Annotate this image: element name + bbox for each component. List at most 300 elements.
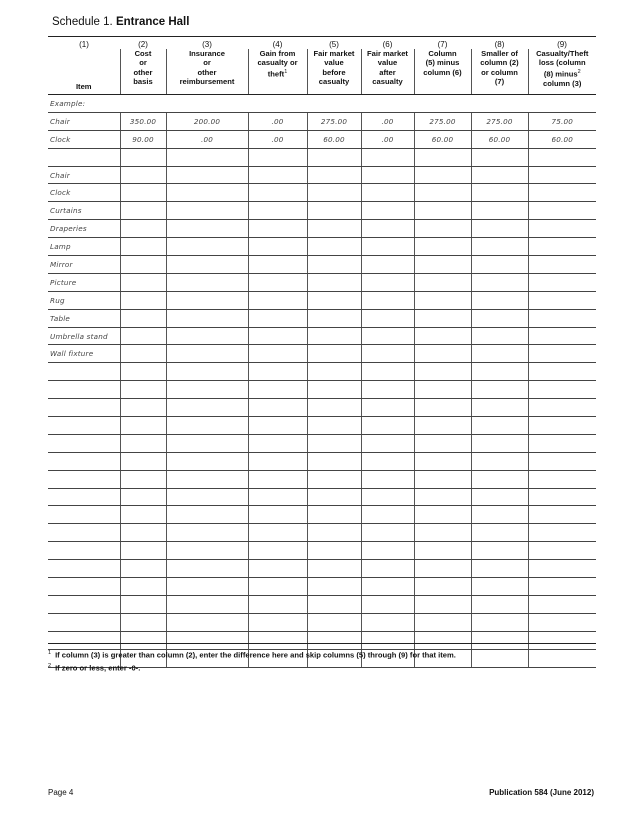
- entry-cell[interactable]: [414, 345, 471, 363]
- entry-cell[interactable]: [361, 524, 414, 542]
- column-header-7: Column (5) minus column (6): [414, 49, 471, 95]
- entry-cell[interactable]: [120, 542, 166, 560]
- example-row: [48, 130, 596, 148]
- entry-cell[interactable]: [48, 613, 120, 631]
- entry-cell[interactable]: [361, 560, 414, 578]
- entry-cell[interactable]: [528, 524, 596, 542]
- entry-cell[interactable]: [307, 327, 361, 345]
- entry-cell[interactable]: [528, 578, 596, 596]
- entry-cell[interactable]: [361, 381, 414, 399]
- entry-cell[interactable]: [248, 184, 307, 202]
- entry-cell[interactable]: [48, 452, 120, 470]
- entry-cell[interactable]: [307, 291, 361, 309]
- entry-cell[interactable]: [248, 345, 307, 363]
- column-number-9: (9): [528, 37, 596, 50]
- entry-cell[interactable]: [528, 309, 596, 327]
- entry-cell[interactable]: [361, 506, 414, 524]
- entry-cell[interactable]: [166, 560, 248, 578]
- entry-cell[interactable]: [120, 399, 166, 417]
- item-label: Rug: [48, 291, 120, 309]
- entry-cell[interactable]: [307, 506, 361, 524]
- entry-cell[interactable]: [248, 613, 307, 631]
- entry-cell[interactable]: [248, 417, 307, 435]
- example-value-col-9: 60.00: [528, 130, 596, 148]
- column-header-6: Fair market value after casualty: [361, 49, 414, 95]
- entry-cell[interactable]: [166, 542, 248, 560]
- item-label: Mirror: [48, 256, 120, 274]
- spacer-row: [48, 148, 596, 166]
- entry-cell[interactable]: [471, 470, 528, 488]
- entry-cell[interactable]: [248, 470, 307, 488]
- entry-cell[interactable]: [528, 613, 596, 631]
- entry-cell[interactable]: [248, 506, 307, 524]
- entry-cell[interactable]: [528, 560, 596, 578]
- entry-cell[interactable]: [471, 309, 528, 327]
- entry-cell[interactable]: [361, 309, 414, 327]
- entry-cell[interactable]: [361, 488, 414, 506]
- blank-row: [48, 488, 596, 506]
- item-row: [48, 256, 596, 274]
- entry-cell[interactable]: [528, 452, 596, 470]
- entry-cell[interactable]: [414, 291, 471, 309]
- entry-cell[interactable]: [120, 273, 166, 291]
- entry-cell[interactable]: [414, 273, 471, 291]
- entry-cell[interactable]: [471, 524, 528, 542]
- blank-row: [48, 452, 596, 470]
- entry-cell[interactable]: [166, 613, 248, 631]
- entry-cell[interactable]: [166, 470, 248, 488]
- entry-cell[interactable]: [248, 578, 307, 596]
- entry-cell[interactable]: [307, 417, 361, 435]
- entry-cell[interactable]: [414, 166, 471, 184]
- entry-cell[interactable]: [48, 542, 120, 560]
- entry-cell[interactable]: [120, 256, 166, 274]
- entry-cell[interactable]: [120, 291, 166, 309]
- entry-cell[interactable]: [120, 345, 166, 363]
- entry-cell[interactable]: [361, 417, 414, 435]
- entry-cell[interactable]: [248, 488, 307, 506]
- entry-cell[interactable]: [307, 184, 361, 202]
- entry-cell[interactable]: [48, 506, 120, 524]
- item-label: Chair: [48, 166, 120, 184]
- blank-row: [48, 470, 596, 488]
- example-value-col-3: .00: [166, 130, 248, 148]
- blank-row: [48, 363, 596, 381]
- column-number-5: (5): [307, 37, 361, 50]
- entry-cell[interactable]: [248, 220, 307, 238]
- entry-cell[interactable]: [361, 202, 414, 220]
- entry-cell[interactable]: [414, 417, 471, 435]
- entry-cell[interactable]: [307, 542, 361, 560]
- entry-cell[interactable]: [166, 363, 248, 381]
- entry-cell[interactable]: [307, 345, 361, 363]
- entry-cell[interactable]: [166, 291, 248, 309]
- entry-cell[interactable]: [528, 399, 596, 417]
- entry-cell[interactable]: [361, 273, 414, 291]
- entry-cell[interactable]: [48, 595, 120, 613]
- entry-cell[interactable]: [414, 256, 471, 274]
- footnotes: [48, 643, 596, 673]
- entry-cell[interactable]: [361, 291, 414, 309]
- entry-cell[interactable]: [414, 363, 471, 381]
- example-row: [48, 112, 596, 130]
- entry-cell[interactable]: [48, 488, 120, 506]
- column-number-8: (8): [471, 37, 528, 50]
- entry-cell[interactable]: [471, 273, 528, 291]
- entry-cell[interactable]: [528, 202, 596, 220]
- entry-cell[interactable]: [528, 363, 596, 381]
- entry-cell[interactable]: [307, 560, 361, 578]
- entry-cell[interactable]: [307, 488, 361, 506]
- entry-cell[interactable]: [248, 381, 307, 399]
- entry-cell[interactable]: [120, 220, 166, 238]
- entry-cell[interactable]: [166, 399, 248, 417]
- item-row: [48, 220, 596, 238]
- entry-cell[interactable]: [120, 595, 166, 613]
- blank-row: [48, 578, 596, 596]
- entry-cell[interactable]: [361, 166, 414, 184]
- entry-cell[interactable]: [120, 506, 166, 524]
- entry-cell[interactable]: [307, 363, 361, 381]
- example-item: Chair: [48, 112, 120, 130]
- entry-cell[interactable]: [248, 327, 307, 345]
- footnote-1: $^1$ If column (3) is greater than column (2), enter the difference here and skip columns (5) through (9) for that item.: [48, 650, 456, 660]
- example-value-col-4: .00: [248, 112, 307, 130]
- entry-cell[interactable]: [248, 202, 307, 220]
- entry-cell[interactable]: [48, 524, 120, 542]
- entry-cell[interactable]: [307, 220, 361, 238]
- entry-cell[interactable]: [307, 166, 361, 184]
- column-number-4: (4): [248, 37, 307, 50]
- entry-cell[interactable]: [528, 220, 596, 238]
- entry-cell[interactable]: [471, 595, 528, 613]
- entry-cell[interactable]: [120, 202, 166, 220]
- column-header-2: Cost or other basis: [120, 49, 166, 95]
- entry-cell[interactable]: [307, 148, 361, 166]
- entry-cell[interactable]: [120, 524, 166, 542]
- entry-cell[interactable]: [248, 434, 307, 452]
- entry-cell[interactable]: [307, 256, 361, 274]
- entry-cell[interactable]: [361, 148, 414, 166]
- entry-cell[interactable]: [120, 470, 166, 488]
- entry-cell[interactable]: [528, 417, 596, 435]
- entry-cell[interactable]: [166, 345, 248, 363]
- entry-cell[interactable]: [166, 238, 248, 256]
- entry-cell[interactable]: [471, 506, 528, 524]
- entry-cell[interactable]: [471, 148, 528, 166]
- entry-cell[interactable]: [307, 578, 361, 596]
- entry-cell[interactable]: [471, 434, 528, 452]
- entry-cell[interactable]: [307, 452, 361, 470]
- entry-cell[interactable]: [166, 256, 248, 274]
- entry-cell[interactable]: [248, 148, 307, 166]
- example-value-col-8: 60.00: [471, 130, 528, 148]
- schedule-prefix: Schedule 1.: [52, 16, 113, 28]
- entry-cell[interactable]: [471, 399, 528, 417]
- item-row: [48, 291, 596, 309]
- entry-cell[interactable]: [528, 148, 596, 166]
- entry-cell[interactable]: [248, 452, 307, 470]
- example-label: Example:: [48, 95, 596, 113]
- entry-cell[interactable]: [307, 470, 361, 488]
- entry-cell[interactable]: [471, 381, 528, 399]
- entry-cell[interactable]: [307, 524, 361, 542]
- schedule-title: [52, 16, 189, 28]
- entry-cell[interactable]: [414, 470, 471, 488]
- entry-cell[interactable]: [361, 238, 414, 256]
- entry-cell[interactable]: [471, 345, 528, 363]
- entry-cell[interactable]: [48, 399, 120, 417]
- entry-cell[interactable]: [528, 291, 596, 309]
- entry-cell[interactable]: [528, 256, 596, 274]
- example-value-col-7: 60.00: [414, 130, 471, 148]
- entry-cell[interactable]: [528, 327, 596, 345]
- entry-cell[interactable]: [48, 148, 120, 166]
- item-row: [48, 238, 596, 256]
- entry-cell[interactable]: [307, 309, 361, 327]
- entry-cell[interactable]: [120, 452, 166, 470]
- blank-row: [48, 524, 596, 542]
- column-header-9: Casualty/Theft loss (column (8) minus$^2$ column (3): [528, 49, 596, 95]
- entry-cell[interactable]: [471, 417, 528, 435]
- entry-cell[interactable]: [414, 381, 471, 399]
- entry-cell[interactable]: [528, 273, 596, 291]
- entry-cell[interactable]: [414, 238, 471, 256]
- entry-cell[interactable]: [361, 578, 414, 596]
- entry-cell[interactable]: [361, 184, 414, 202]
- item-row: [48, 184, 596, 202]
- page-number: Page 4: [48, 788, 74, 797]
- entry-cell[interactable]: [361, 595, 414, 613]
- entry-cell[interactable]: [471, 220, 528, 238]
- blank-row: [48, 560, 596, 578]
- blank-row: [48, 399, 596, 417]
- entry-cell[interactable]: [307, 434, 361, 452]
- column-number-7: (7): [414, 37, 471, 50]
- blank-row: [48, 595, 596, 613]
- entry-cell[interactable]: [414, 202, 471, 220]
- entry-cell[interactable]: [120, 363, 166, 381]
- entry-cell[interactable]: [120, 434, 166, 452]
- entry-cell[interactable]: [361, 327, 414, 345]
- entry-cell[interactable]: [471, 184, 528, 202]
- entry-cell[interactable]: [471, 327, 528, 345]
- blank-row: [48, 434, 596, 452]
- example-value-col-4: .00: [248, 130, 307, 148]
- entry-cell[interactable]: [166, 578, 248, 596]
- entry-cell[interactable]: [471, 291, 528, 309]
- entry-cell[interactable]: [48, 560, 120, 578]
- entry-cell[interactable]: [471, 560, 528, 578]
- column-header-4: Gain from casualty or theft$^1$: [248, 49, 307, 95]
- item-row: [48, 273, 596, 291]
- entry-cell[interactable]: [166, 327, 248, 345]
- entrance-hall-table: [48, 36, 596, 668]
- entry-cell[interactable]: [414, 148, 471, 166]
- entry-cell[interactable]: [528, 166, 596, 184]
- entry-cell[interactable]: [120, 613, 166, 631]
- entry-cell[interactable]: [248, 309, 307, 327]
- entry-cell[interactable]: [120, 309, 166, 327]
- entry-cell[interactable]: [166, 148, 248, 166]
- example-value-col-8: 275.00: [471, 112, 528, 130]
- entry-cell[interactable]: [414, 220, 471, 238]
- entry-cell[interactable]: [414, 327, 471, 345]
- entry-cell[interactable]: [471, 166, 528, 184]
- column-number-1: (1): [48, 37, 120, 50]
- entry-cell[interactable]: [361, 470, 414, 488]
- entry-cell[interactable]: [307, 238, 361, 256]
- entry-cell[interactable]: [307, 595, 361, 613]
- entry-cell[interactable]: [120, 560, 166, 578]
- entry-cell[interactable]: [414, 595, 471, 613]
- entry-cell[interactable]: [471, 363, 528, 381]
- entry-cell[interactable]: [414, 613, 471, 631]
- entry-cell[interactable]: [528, 488, 596, 506]
- entry-cell[interactable]: [120, 381, 166, 399]
- entry-cell[interactable]: [48, 363, 120, 381]
- entry-cell[interactable]: [471, 202, 528, 220]
- example-value-col-6: .00: [361, 112, 414, 130]
- entry-cell[interactable]: [166, 506, 248, 524]
- item-label: Clock: [48, 184, 120, 202]
- entry-cell[interactable]: [528, 434, 596, 452]
- entry-cell[interactable]: [471, 488, 528, 506]
- entry-cell[interactable]: [307, 273, 361, 291]
- item-row: [48, 166, 596, 184]
- example-value-col-7: 275.00: [414, 112, 471, 130]
- entry-cell[interactable]: [120, 184, 166, 202]
- entry-cell[interactable]: [414, 452, 471, 470]
- entry-cell[interactable]: [414, 488, 471, 506]
- entry-cell[interactable]: [307, 399, 361, 417]
- entry-cell[interactable]: [48, 417, 120, 435]
- entry-cell[interactable]: [471, 238, 528, 256]
- entry-cell[interactable]: [166, 417, 248, 435]
- entry-cell[interactable]: [528, 238, 596, 256]
- entry-cell[interactable]: [528, 345, 596, 363]
- example-value-col-6: .00: [361, 130, 414, 148]
- entry-cell[interactable]: [471, 578, 528, 596]
- footnote-2: $^2$ If zero or less, enter -0-.: [48, 662, 141, 673]
- entry-cell[interactable]: [414, 542, 471, 560]
- entry-cell[interactable]: [414, 578, 471, 596]
- entry-cell[interactable]: [120, 578, 166, 596]
- entry-cell[interactable]: [166, 595, 248, 613]
- entry-cell[interactable]: [414, 524, 471, 542]
- entry-cell[interactable]: [414, 399, 471, 417]
- entry-cell[interactable]: [361, 434, 414, 452]
- entry-cell[interactable]: [528, 184, 596, 202]
- entry-cell[interactable]: [248, 238, 307, 256]
- example-label-row: [48, 95, 596, 113]
- entry-cell[interactable]: [528, 470, 596, 488]
- entry-cell[interactable]: [120, 488, 166, 506]
- blank-row: [48, 542, 596, 560]
- entry-cell[interactable]: [361, 452, 414, 470]
- entry-cell[interactable]: [471, 542, 528, 560]
- entry-cell[interactable]: [248, 291, 307, 309]
- entry-cell[interactable]: [361, 542, 414, 560]
- entry-cell[interactable]: [361, 613, 414, 631]
- entry-cell[interactable]: [528, 381, 596, 399]
- entry-cell[interactable]: [528, 595, 596, 613]
- entry-cell[interactable]: [248, 363, 307, 381]
- entry-cell[interactable]: [248, 399, 307, 417]
- entry-cell[interactable]: [414, 309, 471, 327]
- entry-cell[interactable]: [166, 488, 248, 506]
- publication-id: Publication 584 (June 2012): [489, 788, 594, 797]
- entry-cell[interactable]: [307, 613, 361, 631]
- entry-cell[interactable]: [248, 542, 307, 560]
- entry-cell[interactable]: [471, 452, 528, 470]
- entry-cell[interactable]: [166, 166, 248, 184]
- entry-cell[interactable]: [307, 381, 361, 399]
- entry-cell[interactable]: [361, 363, 414, 381]
- entry-cell[interactable]: [120, 417, 166, 435]
- entry-cell[interactable]: [166, 434, 248, 452]
- entry-cell[interactable]: [48, 578, 120, 596]
- example-value-col-5: 60.00: [307, 130, 361, 148]
- column-number-3: (3): [166, 37, 248, 50]
- entry-cell[interactable]: [528, 506, 596, 524]
- entry-cell[interactable]: [471, 613, 528, 631]
- entry-cell[interactable]: [248, 166, 307, 184]
- entry-cell[interactable]: [166, 524, 248, 542]
- entry-cell[interactable]: [48, 470, 120, 488]
- entry-cell[interactable]: [166, 184, 248, 202]
- entry-cell[interactable]: [120, 166, 166, 184]
- entry-cell[interactable]: [166, 202, 248, 220]
- blank-row: [48, 417, 596, 435]
- entry-cell[interactable]: [248, 595, 307, 613]
- entry-cell[interactable]: [166, 220, 248, 238]
- entry-cell[interactable]: [120, 327, 166, 345]
- entry-cell[interactable]: [361, 399, 414, 417]
- entry-cell[interactable]: [248, 273, 307, 291]
- column-header-5: Fair market value before casualty: [307, 49, 361, 95]
- entry-cell[interactable]: [471, 256, 528, 274]
- entry-cell[interactable]: [361, 256, 414, 274]
- example-value-col-2: 90.00: [120, 130, 166, 148]
- entry-cell[interactable]: [120, 238, 166, 256]
- entry-cell[interactable]: [414, 184, 471, 202]
- blank-row: [48, 506, 596, 524]
- entry-cell[interactable]: [248, 560, 307, 578]
- entry-cell[interactable]: [528, 542, 596, 560]
- entry-cell[interactable]: [361, 220, 414, 238]
- item-row: [48, 327, 596, 345]
- entry-cell[interactable]: [414, 506, 471, 524]
- entry-cell[interactable]: [120, 148, 166, 166]
- entry-cell[interactable]: [166, 452, 248, 470]
- entry-cell[interactable]: [248, 256, 307, 274]
- entry-cell[interactable]: [166, 381, 248, 399]
- item-row: [48, 345, 596, 363]
- entry-cell[interactable]: [166, 273, 248, 291]
- entry-cell[interactable]: [307, 202, 361, 220]
- entry-cell[interactable]: [248, 524, 307, 542]
- entry-cell[interactable]: [166, 309, 248, 327]
- entry-cell[interactable]: [48, 434, 120, 452]
- entry-cell[interactable]: [414, 560, 471, 578]
- item-label: Wall fixture: [48, 345, 120, 363]
- item-label: Curtains: [48, 202, 120, 220]
- entry-cell[interactable]: [48, 381, 120, 399]
- item-label: Umbrella stand: [48, 327, 120, 345]
- entry-cell[interactable]: [361, 345, 414, 363]
- entry-cell[interactable]: [414, 434, 471, 452]
